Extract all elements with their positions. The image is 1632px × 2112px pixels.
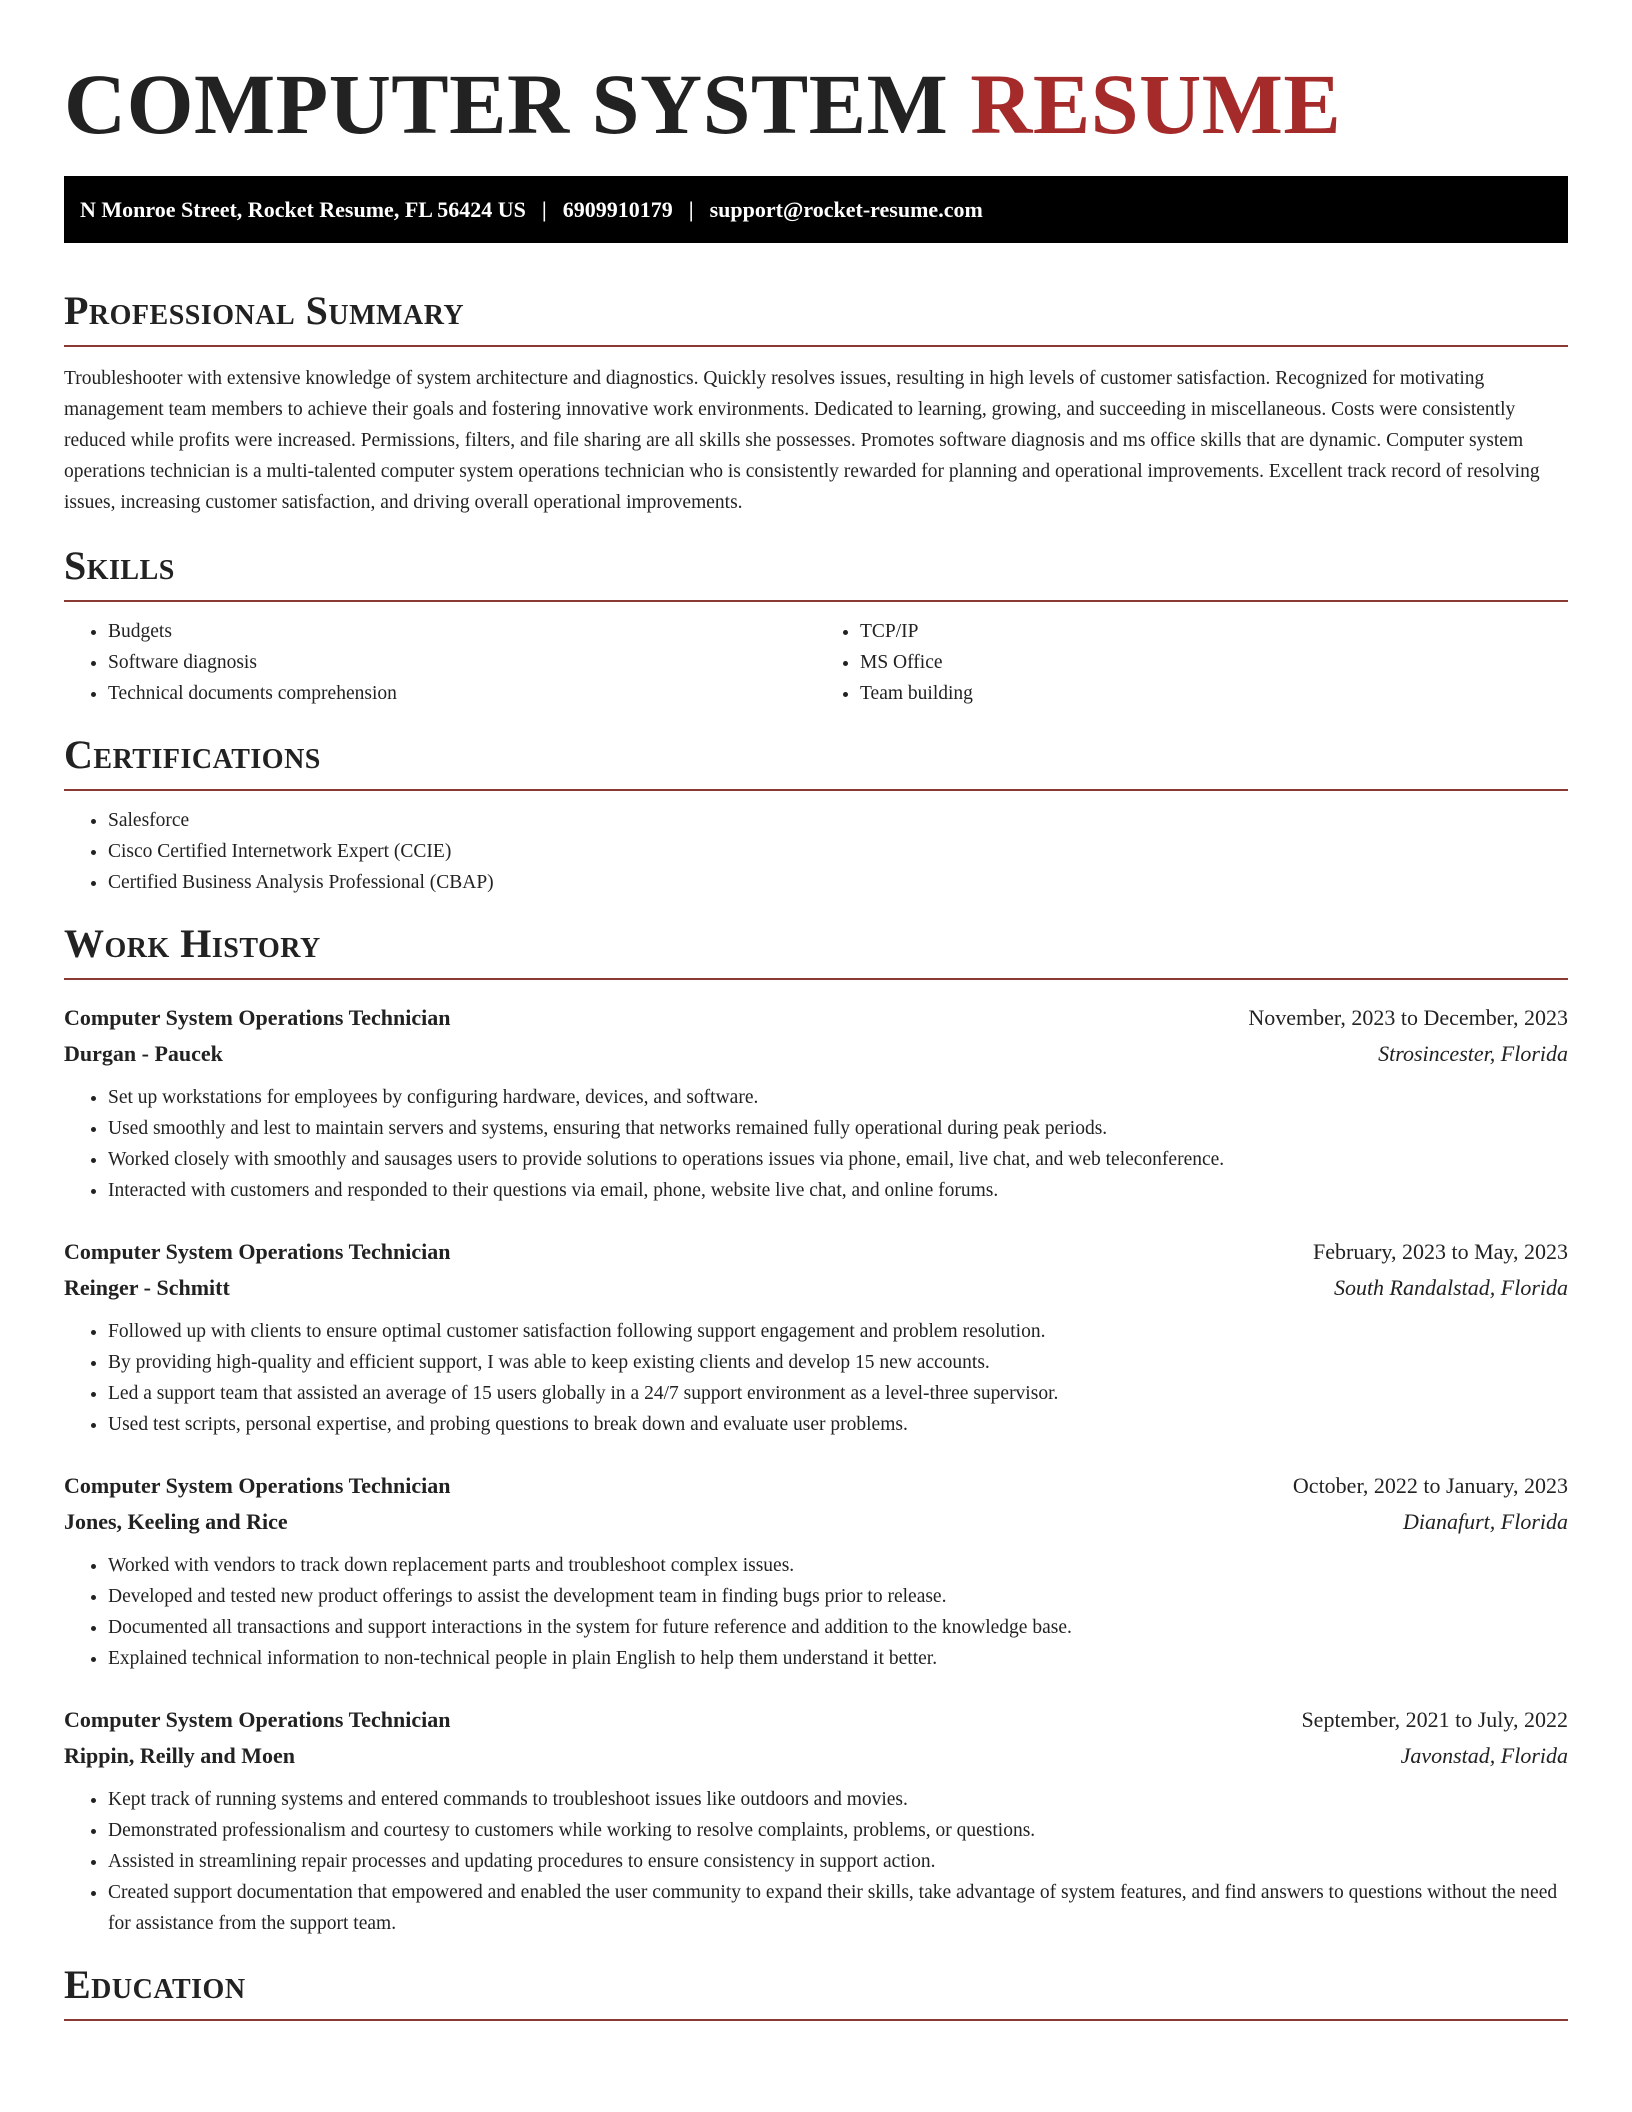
job-company: Rippin, Reilly and Moen — [64, 1743, 296, 1768]
job-location: South Randalstad, Florida — [1333, 1275, 1568, 1300]
contact-separator: | — [541, 196, 547, 222]
contact-separator: | — [688, 196, 694, 222]
job-role: Computer System Operations Technician — [64, 1707, 451, 1732]
job-bullet: • Demonstrated professionalism and courtesy to customers while working to resolve complaints, problems, or questions. — [108, 1815, 1568, 1846]
certifications-heading: Certifications — [64, 729, 1568, 791]
job-role: Computer System Operations Technician — [64, 1239, 451, 1264]
job-dates: September, 2021 to July, 2022 — [1301, 1707, 1568, 1732]
job-bullets — [64, 1082, 1568, 1206]
job-bullet: • Created support documentation that empowered and enabled the user community to expand their skills, take advantage of system features, and find answers to questions without the need for assistance from the support team. — [108, 1877, 1568, 1939]
skill-item: • Budgets — [108, 616, 816, 647]
job-company: Durgan - Paucek — [64, 1041, 223, 1066]
job-bullet: • Worked with vendors to track down replacement parts and troubleshoot complex issues. — [108, 1550, 1568, 1581]
summary-text: Troubleshooter with extensive knowledge of system architecture and diagnostics. Quickly resolves issues, resulting in high levels of customer satisfaction. Recognized for motivating management team members to achieve their goals and fostering innovative work environments. Dedicated to learning, growing, and succeeding in miscellaneous. Costs were consistently reduced while profits were increased. Permissions, filters, and file sharing are all skills she possesses. Promotes software diagnosis and ms office skills that are dynamic. Computer system operations technician is a multi-talented computer system operations technician who is consistently rewarded for planning and operational improvements. Excellent track record of resolving issues, increasing customer satisfaction, and driving overall operational improvements. — [64, 368, 1540, 513]
job-role: Computer System Operations Technician — [64, 1005, 451, 1030]
job-bullet: • Led a support team that assisted an average of 15 users globally in a 24/7 support environment as a level-three supervisor. — [108, 1378, 1568, 1409]
skills-list-right — [816, 616, 1568, 709]
skill-item: • Software diagnosis — [108, 647, 816, 678]
title-main: COMPUTER SYSTEM — [64, 56, 949, 152]
certifications-list — [64, 805, 1568, 898]
job-bullet: • Worked closely with smoothly and sausages users to provide solutions to operations issues via phone, email, live chat, and web teleconference. — [108, 1144, 1568, 1175]
job-bullets — [64, 1784, 1568, 1939]
job-dates: February, 2023 to May, 2023 — [1313, 1239, 1568, 1264]
contact-phone: 6909910179 — [562, 196, 673, 222]
job-bullet: • Explained technical information to non-technical people in plain English to help them understand it better. — [108, 1643, 1568, 1674]
job-bullet: • Interacted with customers and responded to their questions via email, phone, website live chat, and online forums. — [108, 1175, 1568, 1206]
job-role: Computer System Operations Technician — [64, 1473, 451, 1498]
job-bullet: • Used smoothly and lest to maintain servers and systems, ensuring that networks remained fully operational during peak periods. — [108, 1113, 1568, 1144]
job-bullet: • Assisted in streamlining repair processes and updating procedures to ensure consistency in support action. — [108, 1846, 1568, 1877]
job-entry — [64, 1468, 1568, 1674]
skill-item: • Team building — [860, 678, 1568, 709]
skills-list-left — [64, 616, 816, 709]
job-entry — [64, 1000, 1568, 1206]
job-bullet: • By providing high-quality and efficient support, I was able to keep existing clients and develop 15 new accounts. — [108, 1347, 1568, 1378]
job-location: Strosincester, Florida — [1378, 1041, 1568, 1066]
job-dates: November, 2023 to December, 2023 — [1248, 1005, 1568, 1030]
certification-item: • Certified Business Analysis Professional (CBAP) — [108, 867, 1568, 898]
contact-bar — [64, 176, 1568, 243]
contact-email[interactable]: support@rocket-resume.com — [709, 196, 983, 222]
job-bullet: • Kept track of running systems and entered commands to troubleshoot issues like outdoors and movies. — [108, 1784, 1568, 1815]
certification-item: • Cisco Certified Internetwork Expert (CCIE) — [108, 836, 1568, 867]
job-bullet: • Set up workstations for employees by configuring hardware, devices, and software. — [108, 1082, 1568, 1113]
summary-heading: Professional Summary — [64, 285, 1568, 347]
job-location: Javonstad, Florida — [1400, 1743, 1568, 1768]
job-bullet: • Documented all transactions and support interactions in the system for future reference and addition to the knowledge base. — [108, 1612, 1568, 1643]
job-bullet: • Followed up with clients to ensure optimal customer satisfaction following support engagement and problem resolution. — [108, 1316, 1568, 1347]
job-bullets — [64, 1550, 1568, 1674]
contact-address: N Monroe Street, Rocket Resume, FL 56424 US — [80, 196, 526, 222]
job-company: Reinger - Schmitt — [64, 1275, 230, 1300]
skill-item: • TCP/IP — [860, 616, 1568, 647]
job-entry — [64, 1702, 1568, 1939]
skills-heading: Skills — [64, 540, 1568, 602]
resume-title — [64, 0, 1568, 154]
skills-grid — [64, 602, 1568, 709]
work-history-heading: Work History — [64, 918, 1568, 980]
job-dates: October, 2022 to January, 2023 — [1292, 1473, 1568, 1498]
job-bullets — [64, 1316, 1568, 1440]
job-bullet: • Used test scripts, personal expertise, and probing questions to break down and evaluate user problems. — [108, 1409, 1568, 1440]
job-company: Jones, Keeling and Rice — [64, 1509, 288, 1534]
education-heading: Education — [64, 1959, 1568, 2021]
skill-item: • MS Office — [860, 647, 1568, 678]
job-entry — [64, 1234, 1568, 1440]
skill-item: • Technical documents comprehension — [108, 678, 816, 709]
title-accent: RESUME — [970, 56, 1342, 152]
job-location: Dianafurt, Florida — [1402, 1509, 1568, 1534]
certification-item: • Salesforce — [108, 805, 1568, 836]
job-bullet: • Developed and tested new product offerings to assist the development team in finding bugs prior to release. — [108, 1581, 1568, 1612]
